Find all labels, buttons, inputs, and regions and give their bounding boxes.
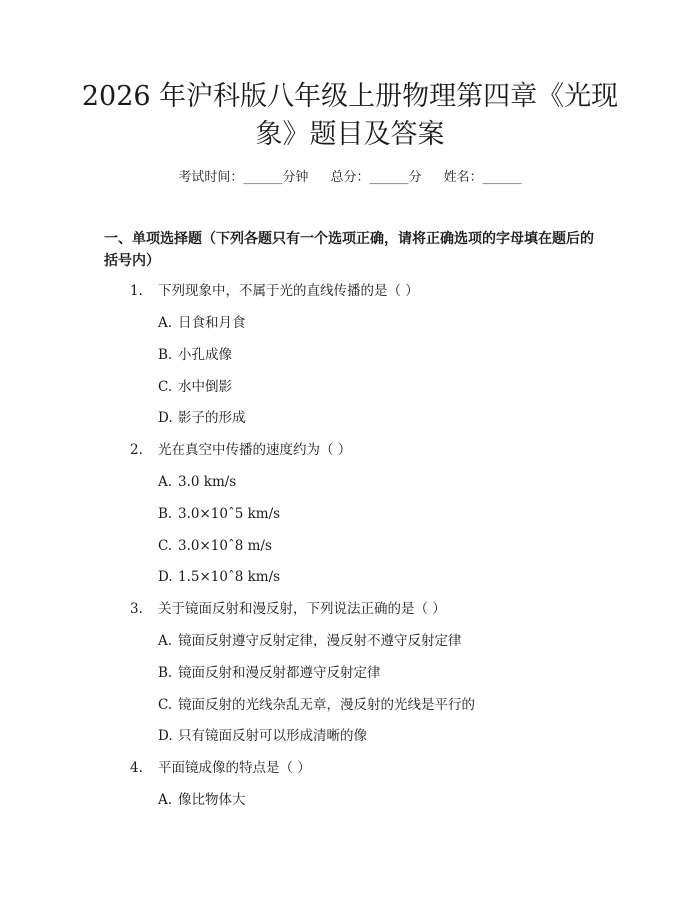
option-letter: A. <box>158 474 173 490</box>
exam-time: 考试时间：______分钟 <box>178 170 309 185</box>
option-text: 3.0 km/s <box>178 474 237 490</box>
option-letter: D. <box>158 569 173 585</box>
question-text: 平面镜成像的特点是（ ） <box>158 760 311 776</box>
option-text: 日食和月食 <box>178 315 246 331</box>
option-letter: B. <box>158 347 173 363</box>
question-3 <box>130 599 446 619</box>
question-text: 光在真空中传播的速度约为（ ） <box>158 442 352 458</box>
option-text: 3.0×10ˆ8 m/s <box>178 538 272 554</box>
option-text: 只有镜面反射可以形成清晰的像 <box>178 728 367 744</box>
section-heading: 一、单项选择题（下列各题只有一个选项正确，请将正确选项的字母填在题后的括号内） <box>104 231 594 269</box>
option-text: 像比物体大 <box>178 792 246 808</box>
option-1c <box>158 377 232 397</box>
option-text: 镜面反射的光线杂乱无章，漫反射的光线是平行的 <box>178 697 475 713</box>
exam-total-score: 总分：______分 <box>330 170 422 185</box>
option-3d <box>158 726 367 746</box>
option-letter: C. <box>158 538 173 554</box>
option-letter: A. <box>158 315 173 331</box>
question-4 <box>130 758 311 778</box>
option-1a <box>158 313 246 333</box>
option-letter: C. <box>158 379 173 395</box>
question-text: 下列现象中，不属于光的直线传播的是（ ） <box>158 283 419 299</box>
option-4a <box>158 790 246 810</box>
option-letter: B. <box>158 665 173 681</box>
option-text: 镜面反射和漫反射都遵守反射定律 <box>178 665 381 681</box>
option-text: 小孔成像 <box>178 347 232 363</box>
question-text: 关于镜面反射和漫反射，下列说法正确的是（ ） <box>158 601 446 617</box>
option-3c <box>158 695 475 715</box>
option-1b <box>158 345 232 365</box>
option-2d <box>158 567 280 587</box>
option-text: 镜面反射遵守反射定律，漫反射不遵守反射定律 <box>178 633 462 649</box>
option-3a <box>158 631 462 651</box>
question-number: 2. <box>130 442 143 458</box>
option-text: 影子的形成 <box>178 410 246 426</box>
option-letter: A. <box>158 792 173 808</box>
option-2a <box>158 472 236 492</box>
option-letter: D. <box>158 728 173 744</box>
option-2b <box>158 504 280 524</box>
option-text: 水中倒影 <box>178 379 232 395</box>
question-1 <box>130 281 419 301</box>
document-title: 2026 年沪科版八年级上册物理第四章《光现象》题目及答案 <box>81 81 619 150</box>
option-letter: D. <box>158 410 173 426</box>
question-2 <box>130 440 351 460</box>
question-number: 1. <box>130 283 143 299</box>
question-number: 4. <box>130 760 143 776</box>
student-name: 姓名：______ <box>443 170 522 185</box>
option-2c <box>158 536 272 556</box>
option-1d <box>158 408 246 428</box>
question-number: 3. <box>130 601 143 617</box>
option-letter: C. <box>158 697 173 713</box>
option-letter: A. <box>158 633 173 649</box>
option-3b <box>158 663 381 683</box>
exam-info <box>0 168 700 188</box>
option-text: 1.5×10ˆ8 km/s <box>178 569 281 585</box>
option-text: 3.0×10ˆ5 km/s <box>178 506 281 522</box>
option-letter: B. <box>158 506 173 522</box>
